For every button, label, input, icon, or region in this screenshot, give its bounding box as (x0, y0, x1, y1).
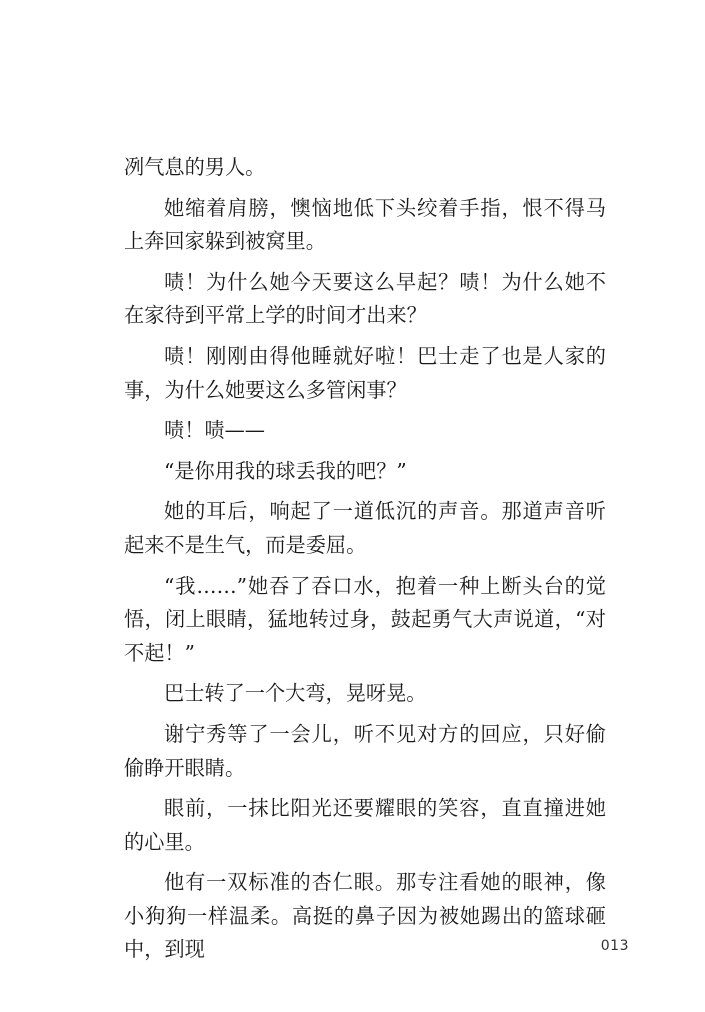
paragraph-2: 她缩着肩膀，懊恼地低下头绞着手指，恨不得马上奔回家躲到被窝里。 (124, 195, 606, 254)
paragraph-9: 巴士转了一个大弯，晃呀晃。 (164, 681, 427, 706)
paragraph-8: “我……”她吞了吞口水，抱着一种上断头台的觉悟，闭上眼睛，猛地转过身，鼓起勇气大声说道，“对不起！” (124, 573, 606, 665)
paragraph-4: 啧！刚刚由得他睡就好啦！巴士走了也是人家的事，为什么她要这么多管闲事？ (124, 343, 606, 402)
body-text (124, 151, 606, 974)
paragraph-1: 冽气息的男人。 (124, 155, 266, 179)
paragraph-7: 她的耳后，响起了一道低沉的声音。那道声音听起来不是生气，而是委屈。 (124, 499, 606, 557)
paragraph-3: 啧！为什么她今天要这么早起？啧！为什么她不在家待到平常上学的时间才出来？ (124, 269, 606, 328)
page-number: 013 (600, 938, 629, 954)
paragraph-10: 谢宁秀等了一会儿，听不见对方的回应，只好偷偷睁开眼睛。 (124, 721, 606, 780)
paragraph-12: 他有一双标准的杏仁眼。那专注看她的眼神，像小狗狗一样温柔。高挺的鼻子因为被她踢出的篮球砸中，到现 (124, 870, 606, 962)
paragraph-6: “是你用我的球丢我的吧？” (164, 458, 407, 483)
paragraph-11: 眼前，一抹比阳光还要耀眼的笑容，直直撞进她的心里。 (124, 796, 606, 854)
paragraph-5: 啧！啧—— (164, 418, 265, 443)
